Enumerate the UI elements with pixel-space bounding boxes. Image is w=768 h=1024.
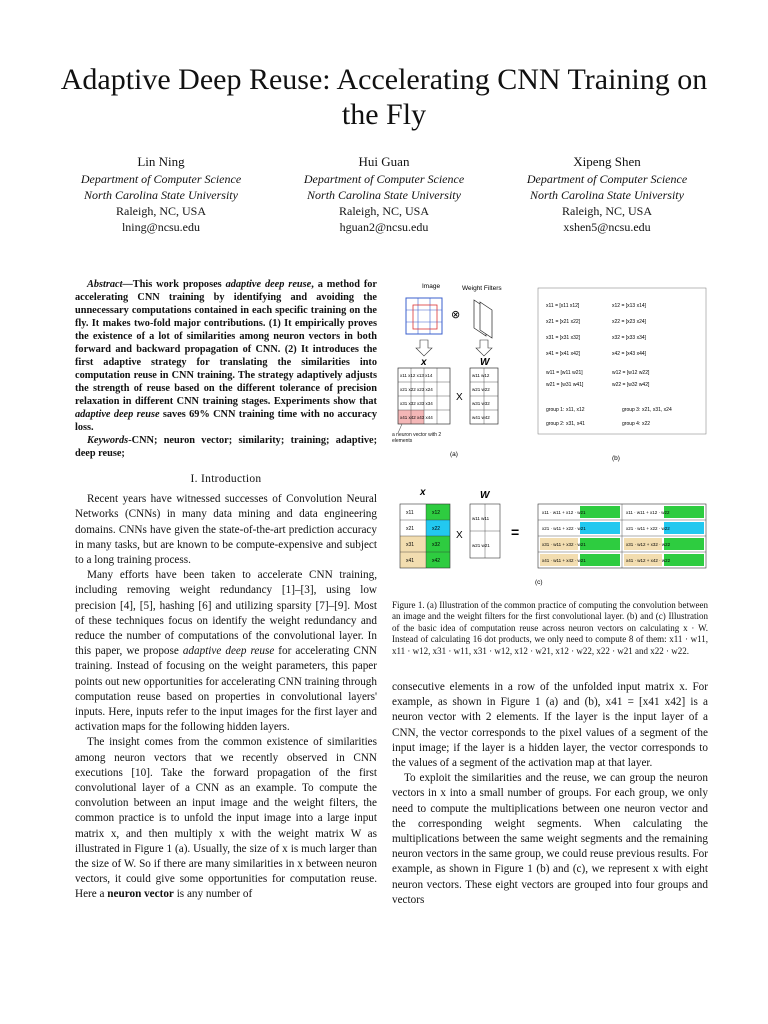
svg-text:x41 x42 x43 x44: x41 x42 x43 x44 (400, 415, 433, 420)
author-dept: Department of Computer Science (303, 172, 465, 186)
svg-text:x32 = [x33 x34]: x32 = [x33 x34] (612, 335, 647, 341)
equals-symbol: = (511, 524, 520, 540)
figure-1-caption: Figure 1. (a) Illustration of the common practice of computing the convolution between an image and the weight filters for the first convolutional layer. (b) and (c) Illustration of the basic idea of computation reuse across neuron vectors on calculating x · W. Instead of calculating 16 dot products, we only need to compute 8 of them: x11 · w11, x11 · w12, x31 · w11, x31 · w12, x12 · w21, x12 · w22, x22 · w21 and x22 · w22. (392, 600, 708, 656)
right-paragraph-2: To exploit the similarities and the reuse, we can group the neuron vectors in x into a small number of groups. For each group, we only need to compute the multiplications between one neuron vector and the corresponding weight segments. When calculating the multiplications between the same weight segments and the remaining neuron vectors in the same group, we could reuse previous results. For example, as shown in Figure 1 (b) and (c), we represent x with eight neuron vectors. These eight vectors are grouped into four groups and vectors (392, 772, 708, 906)
svg-text:x11: x11 (406, 510, 414, 516)
svg-text:x31 x32 x33 x34: x31 x32 x33 x34 (400, 401, 433, 406)
result-matrix-c (538, 504, 706, 568)
left-column (75, 278, 377, 903)
paper-title: Adaptive Deep Reuse: Accelerating CNN Training on the Fly (60, 63, 708, 131)
figure-1 (390, 280, 710, 595)
figure-1-graphic (390, 280, 710, 595)
svg-text:x32: x32 (432, 542, 441, 548)
intro-paragraph-2: Many efforts have been taken to accelerate CNN training, including removing weight redundancy [1]–[3], using low precision [4], [5], hashing [6] and utilizing sparsity [7]–[9]. Most of these techniques focus on identify the weight redundancy and reduce the number of computations of the convolutional layer. In this paper, we propose adaptive deep reuse for accelerating CNN training. Instead of focusing on the weight parameters, this paper points out new opportunities for accelerating CNN training through computation reuse based on properties in convolutional layers' inputs. Here, inputs refer to the input images for the first layer and activation maps for the following hidden layers. (75, 569, 377, 734)
author-block (56, 154, 712, 235)
w-matrix (470, 368, 498, 424)
author-univ: North Carolina State University (530, 188, 684, 202)
author-email[interactable]: xshen5@ncsu.edu (563, 220, 651, 234)
svg-text:w31 w32: w31 w32 (472, 401, 490, 406)
author-name: Hui Guan (358, 154, 410, 169)
author-dept: Department of Computer Science (80, 172, 242, 186)
author-1 (56, 154, 266, 235)
author-3 (502, 154, 712, 235)
group-2-members: x31, x41 (566, 421, 585, 427)
x-matrix-label-c: x (420, 487, 426, 498)
author-location: Raleigh, NC, USA (116, 204, 206, 218)
svg-text:x21 x22 x23 x24: x21 x22 x23 x24 (400, 387, 433, 392)
weight-filters-icon (474, 300, 492, 338)
svg-text:w41 w42: w41 w42 (472, 415, 490, 420)
svg-text:w21 w22: w21 w22 (472, 387, 490, 392)
group-3-label: group 3: (622, 407, 641, 413)
subfigure-b-label: (b) (612, 455, 620, 462)
author-name: Xipeng Shen (573, 154, 641, 169)
author-email[interactable]: lning@ncsu.edu (121, 220, 201, 234)
svg-text:w11 = [w11 w21]: w11 = [w11 w21] (546, 370, 583, 376)
svg-text:x41 · w11 + x42 · w21: x41 · w11 + x42 · w21 (542, 558, 586, 563)
svg-text:w21 = [w31 w41]: w21 = [w31 w41] (546, 382, 584, 388)
svg-text:x21 · w11 + x22 · w21: x21 · w11 + x22 · w21 (542, 526, 586, 531)
x-matrix-c (400, 504, 450, 568)
svg-text:x31: x31 (406, 542, 415, 548)
image-label: Image (422, 283, 441, 290)
svg-text:x42: x42 (432, 558, 441, 564)
right-paragraph-1: consecutive elements in a row of the unfolded input matrix x. For example, as shown in Figure 1 (a) and (b), x41 = [x41 x42] is a neuron vector with 2 elements. If the layer is the input layer of a CNN, the vector corresponds to the pixel values of a segment of the input image; if the layer is a hidden layer, the vector corresponds to the values of a segment of the activation map at that layer. (392, 681, 708, 770)
image-grid (406, 298, 442, 334)
group-4-members: x22 (642, 421, 651, 427)
svg-text:x12: x12 (432, 510, 441, 516)
abstract: Abstract—This work proposes adaptive deep reuse, a method for accelerating CNN training by identifying and avoiding the unnecessary computations contained in each specific training on the fly. It makes two-fold major contributions. (1) It empirically proves the existence of a lot of similarities among neuron vectors in both forward and backward propagation of CNN. (2) It introduces the first adaptive strategy for translating the similarities into computation reuse in CNN training. The strategy adaptively adjusts the strength of reuse based on the different tolerance of precision relaxation in different CNN training stages. Experiments show that adaptive deep reuse saves 69% CNN training time with no accuracy loss. (75, 279, 377, 433)
svg-text:w21 w21: w21 w21 (472, 543, 490, 548)
svg-text:w22 = [w32 w42]: w22 = [w32 w42] (612, 382, 650, 388)
author-name: Lin Ning (137, 154, 185, 169)
svg-text:x21: x21 (406, 526, 415, 532)
keywords: Keywords-CNN; neuron vector; similarity; training; adaptive; deep reuse; (75, 435, 377, 459)
author-location: Raleigh, NC, USA (339, 204, 429, 218)
svg-text:w11 w11: w11 w11 (472, 516, 490, 521)
subfigure-a-label: (a) (450, 451, 458, 458)
svg-text:x12 = [x13 x14]: x12 = [x13 x14] (612, 303, 647, 309)
svg-text:x11 · w11 + x12 · w21: x11 · w11 + x12 · w21 (542, 510, 586, 515)
svg-text:x11 x12 x13 x14: x11 x12 x13 x14 (400, 373, 433, 378)
author-2 (279, 154, 489, 235)
svg-text:x41 · w12 + x42 · w22: x41 · w12 + x42 · w22 (626, 558, 671, 563)
svg-text:x11 · w11 + x12 · w22: x11 · w11 + x12 · w22 (626, 510, 670, 515)
w-matrix-label-c: W (480, 490, 490, 501)
author-location: Raleigh, NC, USA (562, 204, 652, 218)
group-4-label: group 4: (622, 421, 641, 427)
intro-paragraph-1: Recent years have witnessed successes of Convolution Neural Networks (CNNs) in many data mining and data engineering domains. CNNs have given the state-of-the-art prediction accuracy in many tasks, but are known to be compute-expensive and subject to a long training process. (75, 493, 377, 567)
tensor-product-symbol: ⊗ (451, 309, 461, 321)
author-dept: Department of Computer Science (526, 172, 688, 186)
subfigure-c-label: (c) (535, 579, 543, 586)
svg-text:x21 = [x21 x22]: x21 = [x21 x22] (546, 319, 581, 325)
section-heading: I. Introduction (190, 473, 262, 485)
svg-text:x41 = [x41 x42]: x41 = [x41 x42] (546, 351, 581, 357)
group-1-label: group 1: (546, 407, 565, 413)
group-2-label: group 2: (546, 421, 565, 427)
svg-text:x22: x22 (432, 526, 441, 532)
group-3-members: x21, x31, x24 (642, 407, 672, 413)
svg-text:x22 = [x23 x24]: x22 = [x23 x24] (612, 319, 647, 325)
group-1-members: x11, x12 (566, 407, 585, 413)
neuron-vector-note: a neuron vector with 2 elements (392, 432, 442, 444)
svg-text:x41: x41 (406, 558, 415, 564)
x-matrix-label: x (421, 357, 427, 368)
w-matrix-c (470, 504, 500, 558)
svg-text:x31 · w12 + x32 · w22: x31 · w12 + x32 · w22 (626, 542, 671, 547)
svg-text:x31 · w11 + x32 · w21: x31 · w11 + x32 · w21 (542, 542, 586, 547)
author-univ: North Carolina State University (307, 188, 461, 202)
svg-text:x31 = [x31 x32]: x31 = [x31 x32] (546, 335, 581, 341)
right-column (392, 680, 708, 908)
author-univ: North Carolina State University (84, 188, 238, 202)
x-matrix (398, 368, 450, 424)
svg-text:x42 = [x43 x44]: x42 = [x43 x44] (612, 351, 647, 357)
weight-filters-label: Weight Filters (462, 285, 502, 292)
svg-text:w11 w12: w11 w12 (472, 373, 490, 378)
svg-text:w12 = [w12 w22]: w12 = [w12 w22] (612, 370, 650, 376)
svg-text:x21 · w11 + x22 · w22: x21 · w11 + x22 · w22 (626, 526, 670, 531)
subfigure-b-equations (546, 303, 650, 388)
author-email[interactable]: hguan2@ncsu.edu (339, 220, 429, 234)
multiply-symbol: X (456, 392, 463, 403)
svg-text:x11 = [x11 x12]: x11 = [x11 x12] (546, 303, 580, 309)
intro-paragraph-3: The insight comes from the common existence of similarities among neuron vectors that we recently observed in CNN executions [10]. Take the forward propagation of the first convolutional layer of a CNN as an example. To compute the convolution between an input image and the weight filters, the common practice is to unfold the input image into a large input matrix x, and then multiply x with the weight matrix W as illustrated in Figure 1 (a). Usually, the size of x is much larger than the size of W. So if there are many similarities in x between neuron vectors, it could give some opportunities for computation reuse. Here a neuron vector is any number of (75, 736, 377, 901)
multiply-symbol-c: X (456, 530, 463, 541)
down-arrow-icon (416, 340, 492, 356)
w-matrix-label: W (480, 357, 490, 368)
